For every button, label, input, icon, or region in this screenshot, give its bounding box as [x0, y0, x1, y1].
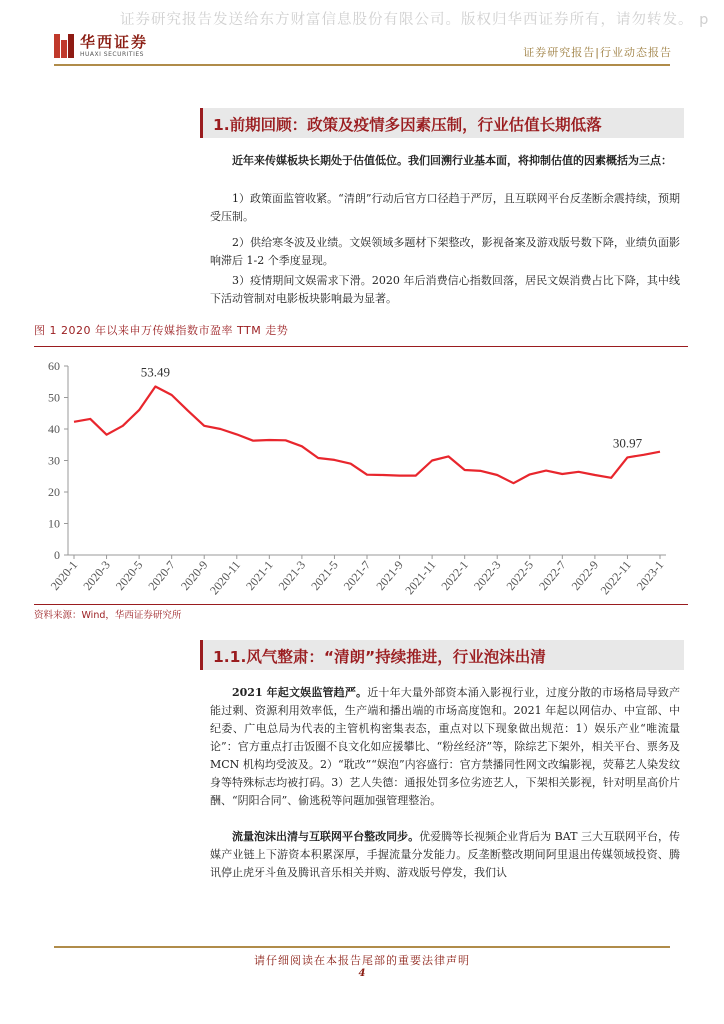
section-title: 1.1.风气整肃：“清朗”持续推进，行业泡沫出清	[213, 648, 546, 666]
report-type: 证券研究报告|行业动态报告	[523, 46, 672, 59]
y-tick-label: 0	[54, 548, 60, 562]
logo-name-cn: 华西证券	[80, 33, 149, 51]
x-tick-label: 2020-11	[206, 557, 244, 598]
point-2: 2）供给寒冬波及业绩。文娱领域多题材下架整改，影视备案及游戏版号数下降，业绩负面影响滞后 1-2 个季度显现。	[210, 236, 680, 267]
x-tick-label: 2021-3	[275, 557, 309, 593]
y-tick-label: 30	[48, 453, 60, 468]
x-tick-label: 2022-11	[597, 557, 634, 598]
paragraph-body: 优爱腾等长视频企业背后为 BAT 三大互联网平台，传媒产业链上下游资本积累深厚，手握流量分发能力。反垄断整改期间阿里退出传媒领域投资、腾讯停止虎牙斗鱼及腾讯音乐相关并购、游戏版号停发，我们认	[210, 830, 680, 879]
point-1: 1）政策面监管收紧。“清朗”行动后官方口径趋于严厉，且互联网平台反垄断余震持续，预期受压制。	[210, 192, 680, 223]
y-tick-label: 50	[48, 390, 60, 405]
point-3: 3）疫情期间文娱需求下滑。2020 年后消费信心指数回落，居民文娱消费占比下降，其中线下活动管制对电影板块影响最为显著。	[210, 274, 680, 305]
x-tick-label: 2021-11	[402, 557, 439, 598]
figure-source: 资料来源：Wind，华西证券研究所	[34, 610, 182, 621]
x-tick-label: 2020-5	[112, 557, 146, 593]
x-tick-label: 2022-1	[438, 557, 471, 593]
section-title: 1.前期回顾：政策及疫情多因素压制，行业估值长期低落	[213, 116, 602, 134]
pe-ttm-chart	[26, 350, 696, 606]
y-tick-label: 60	[48, 359, 60, 373]
x-tick-label: 2021-5	[308, 557, 341, 593]
x-tick-label: 2023-1	[633, 557, 667, 593]
paragraph-body: 近十年大量外部资本涌入影视行业，过度分散的市场格局导致产能过剩、资源利用效率低，生产端和播出端的市场高度饱和。2021 年起以网信办、中宣部、中纪委、广电总局为代表的主管机构密集表态，重点对以下现象做出规范：1）娱乐产业“唯流量论”：官方重点打击饭圈不良文化如应援攀比、“粉丝经济”等，除综艺下架外，相关平台、票务及 MCN 机构均受波及。2）“耽改”“娱泡”内容盛行：官方禁播同性网文改编影视，荧幕艺人染发纹身等特殊标志均被打码。3）艺人失德：通报处罚多位劣迹艺人，下架相关影视，针对明星高价片酬、“阴阳合同”、偷逃税等问题加强管理整治。	[210, 686, 680, 807]
y-tick-label: 10	[48, 516, 60, 531]
intro-text: 近年来传媒板块长期处于估值低位。我们回溯行业基本面，将抑制估值的因素概括为三点：	[232, 154, 672, 167]
data-label: 53.49	[140, 364, 171, 380]
paragraph-lead: 流量泡沫出清与互联网平台整改同步。	[232, 830, 420, 843]
huaxi-logo-icon	[54, 34, 74, 58]
y-tick-label: 20	[48, 485, 60, 499]
x-tick-label: 2022-3	[470, 557, 504, 593]
x-tick-label: 2021-9	[373, 557, 406, 593]
logo-name-en: HUAXI SECURITIES	[80, 51, 144, 58]
figure-caption: 图 1 2020 年以来申万传媒指数市盈率 TTM 走势	[34, 324, 289, 337]
x-tick-label: 2020-3	[80, 557, 113, 593]
company-logo	[54, 34, 148, 58]
x-tick-label: 2020-9	[177, 557, 211, 593]
x-tick-label: 2021-1	[243, 557, 276, 593]
footer-divider	[54, 946, 670, 948]
paragraph-lead: 2021 年起文娱监管趋严。	[232, 686, 368, 699]
section-heading-2	[200, 640, 684, 670]
intro-paragraph	[210, 152, 680, 170]
legal-disclaimer: 请仔细阅读在本报告尾部的重要法律声明	[254, 954, 470, 967]
data-label: 30.97	[612, 435, 643, 451]
figure-top-rule	[34, 346, 688, 347]
paragraph-regulation	[210, 684, 680, 810]
x-tick-label: 2020-1	[47, 557, 81, 593]
chart-svg	[26, 350, 696, 606]
x-tick-label: 2020-7	[145, 557, 178, 593]
header-divider	[54, 64, 670, 66]
x-tick-label: 2022-9	[568, 557, 602, 593]
series-line	[74, 387, 660, 484]
page-number: 4	[358, 968, 366, 979]
watermark-text: 证券研究报告发送给东方财富信息股份有限公司。版权归华西证券所有，请勿转发。 p	[120, 12, 710, 28]
section-heading-1	[200, 108, 684, 138]
x-tick-label: 2021-7	[340, 557, 374, 593]
x-tick-label: 2022-7	[536, 557, 569, 593]
y-tick-label: 40	[48, 422, 60, 436]
figure-bottom-rule	[34, 604, 688, 605]
x-tick-label: 2022-5	[503, 557, 537, 593]
paragraph-platform	[210, 828, 680, 882]
